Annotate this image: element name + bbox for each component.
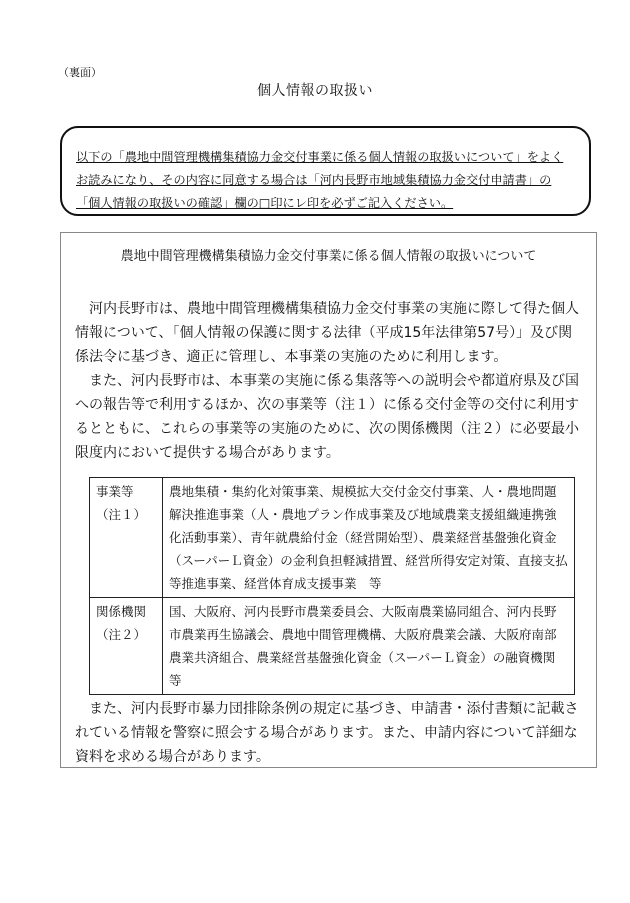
table-head-cell: 関係機関 （注２）: [90, 598, 163, 695]
table-head-cell: 事業等 （注１）: [90, 478, 163, 598]
notice-text: 以下の「農地中間管理機構集積協力金交付事業に係る個人情報の取扱いについて」をよくお読みになり、その内容に同意する場合は「河内長野市地域集積協力金交付申請書」の「個人情報の取扱いの確認」欄の□印にレ印を必ずご記入ください。: [76, 150, 564, 210]
policy-paragraph-1: 河内長野市は、農地中間管理機構集積協力金交付事業の実施に際して得た個人情報について、「個人情報の保護に関する法律（平成15年法律第57号）」及び関係法令に基づき、適正に管理し、本事業の実施のために利用します。: [75, 301, 579, 365]
table-body-cell: 農地集積・集約化対策事業、規模拡大交付金交付事業、人・農地問題解決推進事業（人・農地プラン作成事業及び地域農業支援組織連携強化活動事業）、青年就農給付金（経営開始型）、農業経営基盤強化資金（スーパーＬ資金）の金利負担軽減措置、経営所得安定対策、直接支払等推進事業、経営体育成支援事業 等: [163, 478, 575, 598]
page-side-label: （裏面）: [58, 66, 102, 79]
page-title: 個人情報の取扱い: [257, 83, 373, 99]
table-row: [90, 478, 575, 598]
info-table: [89, 477, 575, 695]
notice-box: [60, 126, 591, 216]
policy-paragraph-3: また、河内長野市暴力団排除条例の規定に基づき、申請書・添付書類に記載されている情報を警察に照会する場合があります。また、申請内容について詳細な資料を求める場合があります。: [75, 701, 579, 765]
table-body-cell: 国、大阪府、河内長野市農業委員会、大阪南農業協同組合、河内長野市農業再生協議会、農地中間管理機構、大阪府農業会議、大阪府南部農業共済組合、農業経営基盤強化資金（スーパーＬ資金）の融資機関 等: [163, 598, 575, 695]
policy-heading: 農地中間管理機構集積協力金交付事業に係る個人情報の取扱いについて: [120, 249, 537, 264]
privacy-policy-box: [60, 232, 597, 768]
table-row: [90, 598, 575, 695]
policy-paragraph-2: また、河内長野市は、本事業の実施に係る集落等への説明会や都道府県及び国への報告等で利用するほか、次の事業等（注１）に係る交付金等の交付に利用するとともに、これらの事業等の実施のために、次の関係機関（注２）に必要最小限度内において提供する場合があります。: [75, 373, 579, 461]
